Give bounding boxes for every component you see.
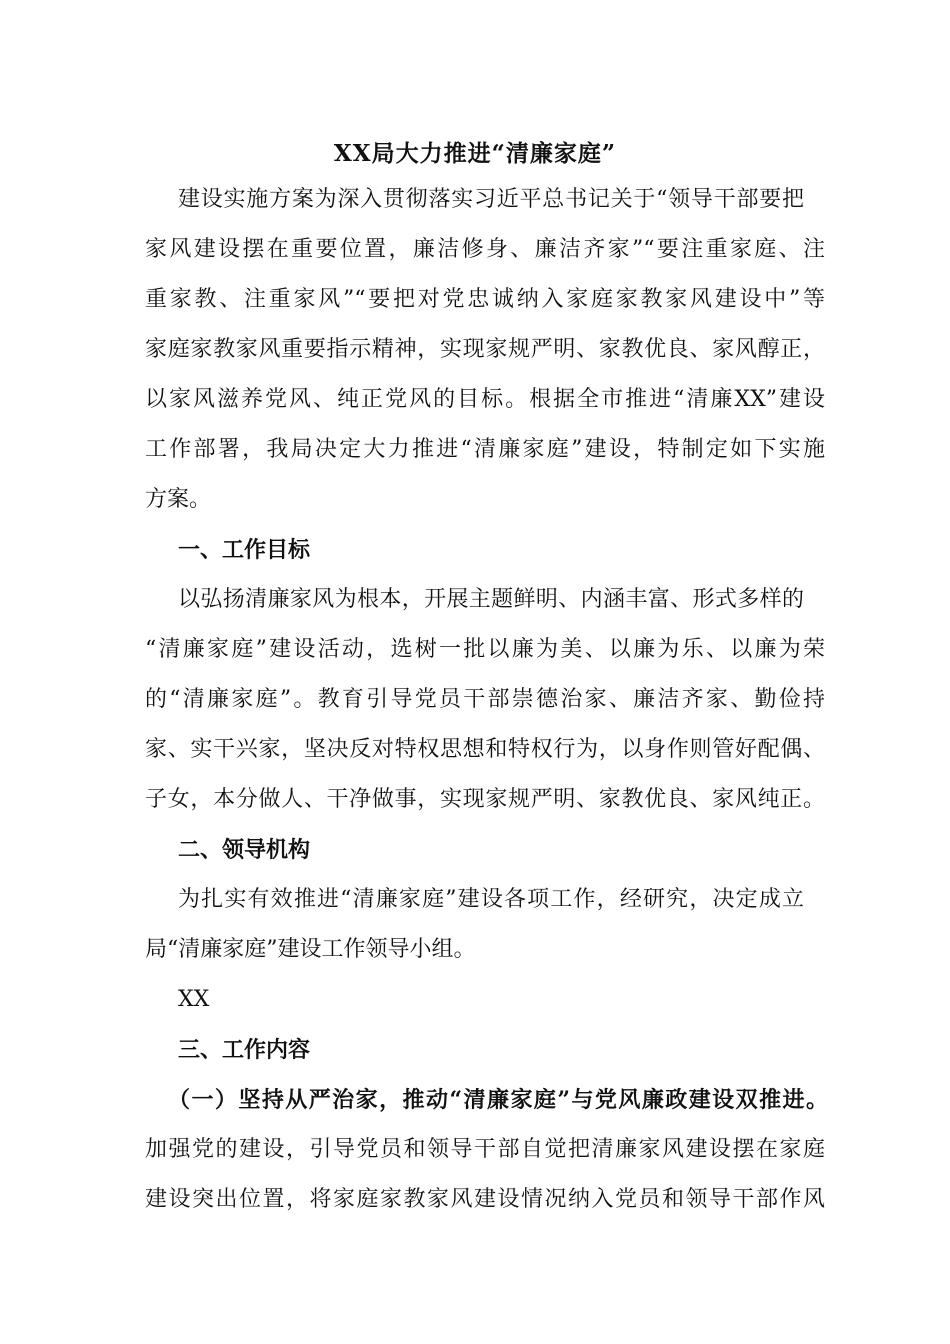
intro-line-3: 重家教、注重家风”“要把对党忠诚纳入家庭家教家风建设中”等	[145, 287, 825, 312]
intro-line-6: 工作部署，我局决定大力推进“清廉家庭”建设，特制定如下实施	[145, 437, 825, 462]
intro-line-5: 以家风滋养党风、纯正党风的目标。根据全市推进“清廉XX”建设	[145, 387, 825, 412]
intro-line-7: 方案。	[145, 487, 212, 512]
leadership-line-2: 局“清廉家庭”建设工作领导小组。	[145, 937, 476, 962]
content-subheading-1: （一）坚持从严治家，推动“清廉家庭”与党风廉政建设双推进。	[168, 1087, 828, 1113]
goals-line-5: 子女，本分做人、干净做事，实现家规严明、家教优良、家风纯正。	[145, 787, 825, 812]
content-line-1: 加强党的建设，引导党员和领导干部自觉把清廉家风建设摆在家庭	[145, 1137, 825, 1162]
goals-line-3: 的“清廉家庭”。教育引导党员干部崇德治家、廉洁齐家、勤俭持	[145, 687, 825, 712]
leadership-placeholder: XX	[178, 987, 210, 1012]
section-heading-goals: 一、工作目标	[178, 537, 311, 563]
leadership-line-1: 为扎实有效推进“清廉家庭”建设各项工作，经研究，决定成立	[178, 887, 804, 912]
goals-line-4: 家、实干兴家，坚决反对特权思想和特权行为，以身作则管好配偶、	[145, 737, 825, 762]
section-heading-content: 三、工作内容	[178, 1037, 311, 1063]
section-heading-leadership: 二、领导机构	[178, 837, 311, 863]
intro-line-2: 家风建设摆在重要位置，廉洁修身、廉洁齐家”“要注重家庭、注	[145, 237, 825, 262]
intro-line-1: 建设实施方案为深入贯彻落实习近平总书记关于“领导干部要把	[178, 187, 804, 212]
content-line-2: 建设突出位置，将家庭家教家风建设情况纳入党员和领导干部作风	[145, 1187, 825, 1212]
intro-line-4: 家庭家教家风重要指示精神，实现家规严明、家教优良、家风醇正，	[145, 337, 825, 362]
goals-line-2: “清廉家庭”建设活动，选树一批以廉为美、以廉为乐、以廉为荣	[145, 637, 825, 662]
document-title: XX局大力推进“清廉家庭”	[333, 140, 617, 167]
goals-line-1: 以弘扬清廉家风为根本，开展主题鲜明、内涵丰富、形式多样的	[178, 587, 804, 612]
